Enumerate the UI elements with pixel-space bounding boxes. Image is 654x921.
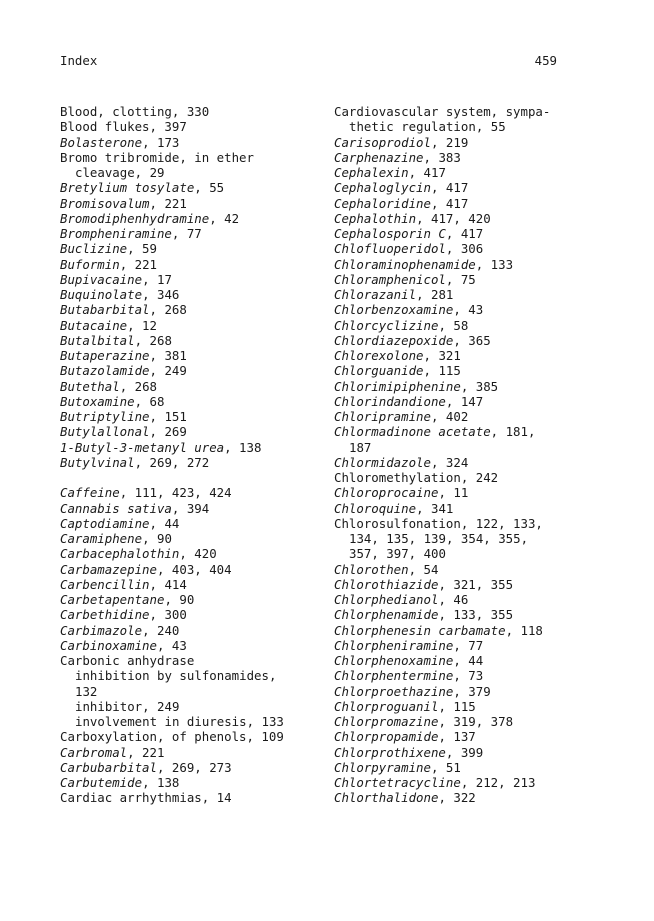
page-number: 459	[534, 53, 557, 68]
index-entry	[60, 135, 320, 150]
drug-name: Chlorthalidone	[334, 790, 439, 806]
page-refs: , 414	[149, 576, 187, 592]
index-entry	[334, 760, 594, 775]
drug-name: Chlorproethazine	[334, 683, 454, 699]
index-entry	[60, 592, 320, 607]
page-refs: , 68	[134, 393, 165, 409]
page-refs: , 212, 213	[460, 775, 536, 790]
drug-name: Buquinolate	[60, 287, 143, 302]
page-refs: , 173	[142, 134, 180, 150]
drug-name: Chlorpropamide	[334, 729, 439, 745]
page-refs: , 181,	[490, 424, 536, 440]
page-refs: , 402	[430, 409, 469, 424]
index-entry	[334, 607, 594, 622]
index-entry: 132	[75, 683, 98, 699]
page-refs: , 268	[149, 302, 187, 318]
index-entry	[60, 226, 320, 241]
drug-name: Carbamazepine	[60, 561, 157, 577]
drug-name: Cephalosporin C	[334, 226, 446, 241]
page-refs: , 137	[438, 729, 476, 745]
page-refs: , 269, 273	[156, 759, 232, 775]
page-refs: , 417	[445, 226, 484, 241]
drug-name: Chlorphentermine	[334, 668, 454, 684]
index-entry	[334, 409, 594, 424]
page-refs: , 221	[127, 744, 165, 760]
drug-name: Bromodiphenhydramine	[60, 210, 210, 226]
index-entry: thetic regulation, 55	[349, 119, 506, 135]
index-entry: Cardiovascular system, sympa-	[334, 104, 551, 119]
page-refs: , 147	[445, 393, 484, 409]
page-refs: , 394	[171, 500, 210, 516]
page-refs: , 379	[453, 683, 491, 699]
drug-name: Chloraminophenamide	[334, 256, 476, 272]
drug-name: Chlorphenoxamine	[334, 653, 454, 668]
index-entry	[60, 424, 320, 439]
index-entry	[60, 348, 320, 363]
index-column-left	[60, 104, 320, 806]
index-entry	[60, 196, 320, 211]
index-entry	[334, 485, 594, 500]
index-entry	[334, 562, 594, 577]
drug-name: Chlorindandione	[334, 393, 446, 409]
drug-name: Cephalothin	[334, 210, 417, 226]
page-refs: , 58	[438, 317, 469, 333]
index-entry: Carboxylation, of phenols, 109	[60, 729, 284, 745]
index-entry: Chloromethylation, 242	[334, 470, 499, 485]
page-refs: , 240	[142, 622, 180, 638]
index-entry	[60, 333, 320, 348]
index-entry: 357, 397, 400	[349, 546, 446, 562]
index-entry	[60, 379, 320, 394]
page-refs: , 115	[423, 363, 461, 379]
index-entry	[334, 592, 594, 607]
page-refs: , 133, 355	[438, 607, 514, 623]
drug-name: Carbacephalothin	[60, 546, 180, 562]
drug-name: Chlorpheniramine	[334, 637, 454, 653]
drug-name: Cannabis sativa	[60, 500, 172, 516]
index-entry	[334, 211, 594, 226]
page-refs: , 417	[430, 180, 469, 196]
drug-name: Buclizine	[60, 241, 128, 257]
drug-name: Butylvinal	[60, 454, 135, 470]
index-entry	[60, 257, 320, 272]
drug-name: Butylallonal	[60, 424, 150, 440]
index-entry	[60, 546, 320, 561]
index-entry: Bromo tribromide, in ether	[60, 149, 254, 165]
index-entry	[60, 638, 320, 653]
index-entry	[334, 729, 594, 744]
index-entry	[334, 150, 594, 165]
index-entry	[334, 668, 594, 683]
page-refs: , 44	[453, 653, 484, 668]
page-refs: , 381	[149, 348, 187, 363]
index-entry	[334, 684, 594, 699]
page-refs: , 75	[445, 271, 476, 287]
page-refs: , 151	[149, 409, 187, 424]
index-entry	[334, 196, 594, 211]
page-refs: , 118	[505, 622, 543, 638]
index-entry	[334, 775, 594, 790]
page-refs: , 281	[416, 287, 454, 302]
index-entry: Carbonic anhydrase	[60, 653, 195, 668]
drug-name: Chlorothiazide	[334, 576, 439, 592]
index-entry	[60, 516, 320, 531]
page-header-title: Index	[60, 53, 98, 68]
index-entry	[334, 226, 594, 241]
index-entry	[60, 745, 320, 760]
page-refs: , 403, 404	[156, 561, 232, 577]
drug-name: Captodiamine	[60, 515, 150, 531]
index-entry: 187	[349, 439, 372, 455]
index-entry	[334, 623, 594, 638]
page-refs: , 417	[430, 195, 469, 211]
drug-name: Chlorproguanil	[334, 698, 439, 714]
drug-name: Chlorimipiphenine	[334, 378, 461, 394]
index-entry: involvement in diuresis, 133	[75, 714, 284, 729]
section-gap	[60, 470, 320, 485]
index-entry	[60, 455, 320, 470]
drug-name: Chlorpyramine	[334, 759, 431, 775]
drug-name: Chloramphenicol	[334, 271, 446, 287]
page-refs: , 306	[445, 241, 484, 257]
drug-name: Chloroquine	[334, 500, 417, 516]
page-refs: , 417, 420	[416, 210, 491, 226]
index-entry	[334, 653, 594, 668]
index-entry	[334, 241, 594, 256]
drug-name: Cephaloridine	[334, 195, 431, 211]
drug-name: Cephalexin	[334, 165, 409, 180]
drug-name: Carbimazole	[60, 622, 143, 638]
drug-name: Butacaine	[60, 317, 128, 333]
page-refs: , 17	[142, 271, 172, 287]
drug-name: 1-Butyl-3-metanyl urea	[60, 439, 225, 455]
index-entry: 134, 135, 139, 354, 355,	[349, 531, 529, 546]
index-entry: Chlorosulfonation, 122, 133,	[334, 515, 543, 531]
index-entry	[60, 562, 320, 577]
index-entry	[60, 501, 320, 516]
drug-name: Butethal	[60, 378, 120, 394]
index-entry	[60, 531, 320, 546]
drug-name: Cephaloglycin	[334, 180, 431, 196]
index-entry	[334, 257, 594, 272]
index-entry	[60, 485, 320, 500]
page-refs: , 12	[127, 317, 157, 333]
index-entry	[60, 577, 320, 592]
page-refs: , 11	[438, 485, 469, 501]
page-refs: , 269	[149, 424, 187, 440]
drug-name: Butoxamine	[60, 393, 135, 409]
page-refs: , 77	[171, 226, 202, 241]
index-entry	[334, 424, 594, 439]
index-entry	[334, 577, 594, 592]
drug-name: Butabarbital	[60, 302, 150, 318]
page-refs: , 77	[453, 637, 484, 653]
index-entry	[334, 135, 594, 150]
page-refs: , 90	[164, 592, 195, 607]
index-entry	[60, 623, 320, 638]
index-entry	[334, 394, 594, 409]
drug-name: Bromisovalum	[60, 195, 150, 211]
drug-name: Chlormadinone acetate	[334, 424, 491, 440]
drug-name: Caffeine	[60, 485, 120, 501]
page-refs: , 341	[416, 500, 454, 516]
page-refs: , 249	[149, 363, 187, 379]
index-entry: inhibitor, 249	[75, 698, 180, 714]
index-entry	[60, 287, 320, 302]
drug-name: Chlorexolone	[334, 348, 424, 363]
drug-name: Chlorazanil	[334, 287, 417, 302]
index-entry	[334, 272, 594, 287]
index-entry	[60, 302, 320, 317]
index-entry	[60, 440, 320, 455]
index-entry	[334, 638, 594, 653]
page-refs: , 42	[209, 210, 240, 226]
drug-name: Carbencillin	[60, 576, 150, 592]
drug-name: Chlorphedianol	[334, 592, 439, 607]
page-refs: , 138	[224, 439, 262, 455]
drug-name: Carbromal	[60, 744, 128, 760]
index-entry	[60, 272, 320, 287]
index-entry	[334, 363, 594, 378]
index-entry	[334, 790, 594, 805]
page-refs: , 346	[142, 287, 180, 302]
drug-name: Carbubarbital	[60, 759, 157, 775]
page-refs: , 55	[194, 180, 225, 196]
drug-name: Butazolamide	[60, 363, 150, 379]
page-refs: , 321	[423, 348, 461, 363]
index-entry	[334, 455, 594, 470]
index-entry: Blood flukes, 397	[60, 119, 187, 135]
index-entry	[334, 699, 594, 714]
drug-name: Buformin	[60, 256, 120, 272]
drug-name: Chlorothen	[334, 561, 409, 577]
index-entry	[334, 165, 594, 180]
drug-name: Chlorphenesin carbamate	[334, 622, 506, 638]
drug-name: Butaperazine	[60, 348, 150, 363]
page-refs: , 417	[408, 165, 446, 180]
index-entry	[60, 775, 320, 790]
index-entry	[60, 394, 320, 409]
page-refs: , 51	[430, 759, 461, 775]
page-refs: , 90	[142, 531, 172, 546]
drug-name: Chlorbenzoxamine	[334, 302, 454, 318]
index-entry	[60, 318, 320, 333]
drug-name: Chlorphenamide	[334, 607, 439, 623]
page-refs: , 46	[438, 592, 469, 607]
page-refs: , 269, 272	[134, 454, 210, 470]
page-refs: , 115	[438, 698, 476, 714]
drug-name: Carbutemide	[60, 775, 143, 790]
drug-name: Chlortetracycline	[334, 775, 461, 790]
page-refs: , 268	[134, 332, 172, 348]
index-entry	[334, 348, 594, 363]
drug-name: Carbinoxamine	[60, 637, 157, 653]
index-entry	[60, 760, 320, 775]
page-refs: , 365	[453, 332, 491, 348]
page-refs: , 44	[149, 515, 180, 531]
drug-name: Chloroprocaine	[334, 485, 439, 501]
index-entry: cleavage, 29	[75, 165, 165, 180]
drug-name: Chlorprothixene	[334, 744, 446, 760]
drug-name: Carphenazine	[334, 149, 424, 165]
drug-name: Brompheniramine	[60, 226, 172, 241]
index-entry: Blood, clotting, 330	[60, 104, 210, 119]
page-refs: , 383	[423, 149, 461, 165]
drug-name: Bretylium tosylate	[60, 180, 195, 196]
page-refs: , 385	[460, 378, 499, 394]
drug-name: Carbethidine	[60, 607, 150, 623]
page-refs: , 221	[149, 195, 187, 211]
drug-name: Bupivacaine	[60, 271, 143, 287]
page-refs: , 300	[149, 607, 187, 623]
index-entry	[334, 302, 594, 317]
drug-name: Carisoprodiol	[334, 134, 431, 150]
page-refs: , 420	[179, 546, 217, 562]
page-refs: , 73	[453, 668, 484, 684]
drug-name: Chlorguanide	[334, 363, 424, 379]
index-entry	[334, 180, 594, 195]
page-refs: , 322	[438, 790, 476, 806]
page-refs: , 324	[430, 454, 469, 470]
index-entry	[334, 318, 594, 333]
drug-name: Chlorpromazine	[334, 714, 439, 729]
index-entry	[60, 241, 320, 256]
index-entry: Cardiac arrhythmias, 14	[60, 790, 232, 806]
index-entry	[334, 714, 594, 729]
drug-name: Chlormidazole	[334, 454, 431, 470]
page-refs: , 221	[119, 256, 157, 272]
page-refs: , 59	[127, 241, 157, 257]
index-entry	[60, 211, 320, 226]
index-entry	[334, 745, 594, 760]
page-refs: , 268	[119, 378, 157, 394]
drug-name: Butriptyline	[60, 409, 150, 424]
index-entry	[334, 379, 594, 394]
drug-name: Chlofluoperidol	[334, 241, 446, 257]
page-refs: , 111, 423, 424	[119, 485, 232, 501]
index-entry	[334, 333, 594, 348]
page-refs: , 43	[156, 637, 187, 653]
page-refs: , 319, 378	[438, 714, 514, 729]
drug-name: Chloripramine	[334, 409, 431, 424]
index-entry	[60, 607, 320, 622]
drug-name: Caramiphene	[60, 531, 143, 546]
index-entry: inhibition by sulfonamides,	[75, 668, 277, 684]
drug-name: Bolasterone	[60, 134, 143, 150]
page-refs: , 133	[475, 256, 514, 272]
index-entry	[334, 501, 594, 516]
index-entry	[60, 409, 320, 424]
page-refs: , 399	[445, 744, 484, 760]
index-column-right	[334, 104, 594, 806]
drug-name: Chlorcyclizine	[334, 317, 439, 333]
page-refs: , 54	[408, 561, 439, 577]
page-refs: , 138	[142, 775, 180, 790]
page-refs: , 321, 355	[438, 576, 514, 592]
drug-name: Chlordiazepoxide	[334, 332, 454, 348]
page-refs: , 43	[453, 302, 484, 318]
index-entry	[60, 363, 320, 378]
index-entry	[334, 287, 594, 302]
page-refs: , 219	[430, 134, 469, 150]
drug-name: Butalbital	[60, 332, 135, 348]
index-entry	[60, 180, 320, 195]
drug-name: Carbetapentane	[60, 592, 165, 607]
